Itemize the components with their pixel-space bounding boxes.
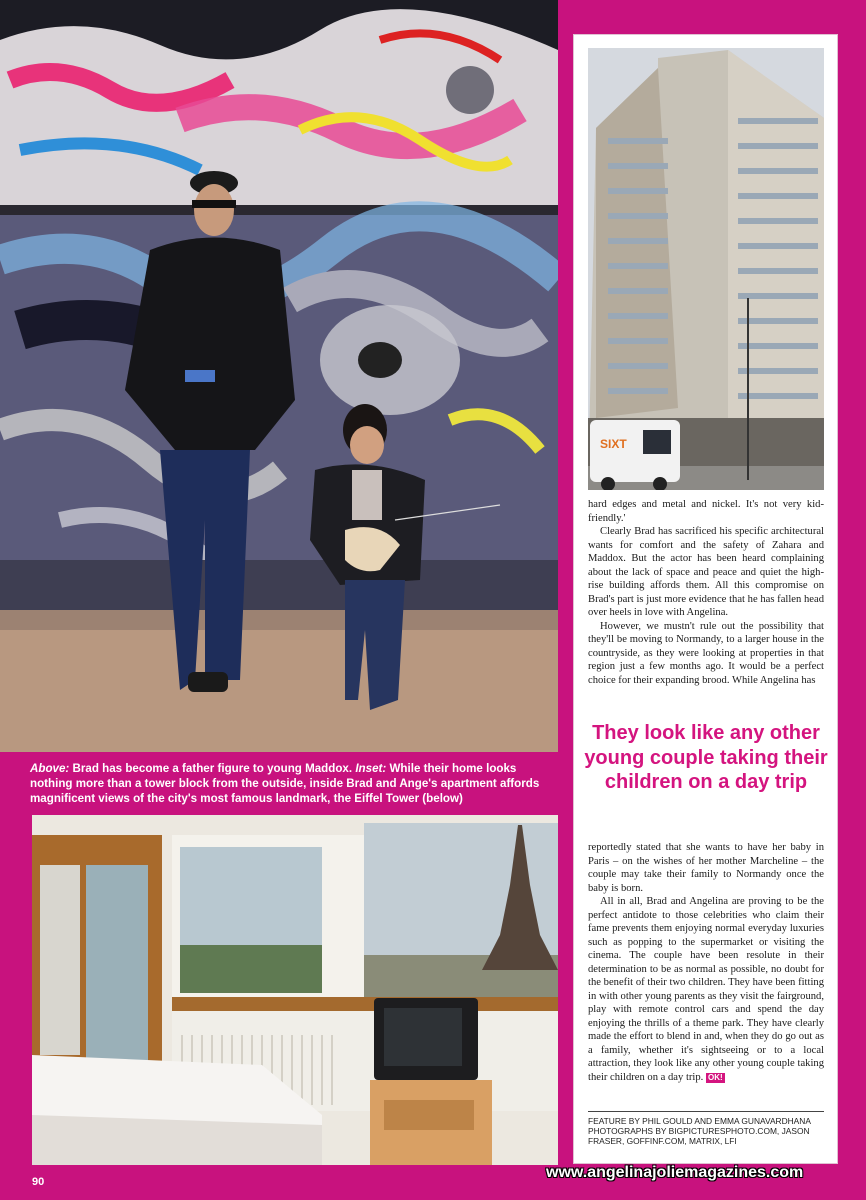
- pull-quote: They look like any other young couple taking their children on a day trip: [584, 722, 828, 793]
- apartment-photo: [32, 815, 558, 1165]
- van-logo-text: SIXT: [600, 437, 627, 451]
- main-photo: [0, 0, 558, 752]
- photo-caption: [30, 761, 560, 806]
- tower-illustration: [588, 48, 824, 490]
- article-column: [573, 34, 838, 1164]
- paragraph: reportedly stated that she wants to have her baby in Paris – on the wishes of her mother Marcheline – the couple may take their family to Normandy once the baby is born.: [588, 842, 824, 894]
- paragraph: However, we mustn't rule out the possibility that they'll be moving to Normandy, to a larger house in the countryside, as they were looking at properties in that region just a few months ago. It would be a perfect choice for their expanding brood. While Angelina has: [588, 620, 824, 686]
- apartment-illustration: [32, 815, 558, 1165]
- page-number: 90: [32, 1176, 45, 1188]
- paragraph: hard edges and metal and nickel. It's not very kid-friendly.': [588, 499, 824, 524]
- website-watermark: www.angelinajoliemagazines.com: [546, 1164, 804, 1181]
- main-photo-illustration: [0, 0, 558, 752]
- paragraph: [588, 895, 824, 1084]
- paragraph-text: All in all, Brad and Angelina are proving to be the perfect antidote to those celebrities who claim their fame prevents them enjoying normal everyday luxuries such as popping to the supermarket or visiting the cinema. The couple have been resolute in their determination to be as normal as possible, no doubt for the benefit of their two children. They have been fitting in with other young parents as they visit the fairground, play with remote control cars and spend the day enjoying the thrills of a theme park. They have clearly made the effort to blend in and, when they do go out as a family, whether it's sightseeing or to a local attraction, they look like any other young couple taking their children on a day trip.: [588, 896, 824, 1083]
- caption-text-inset: While their home looks nothing more than a tower block from the outside, inside Brad and Ange's apartment affords magnificent views of the city's most famous landmark, the Eiffel Tower (below): [30, 762, 540, 805]
- end-badge: OK!: [707, 1072, 723, 1082]
- caption-text-above: Brad has become a father figure to young Maddox.: [69, 762, 356, 775]
- paragraph: Clearly Brad has sacrificed his specific architectural wants for comfort and the safety of Zahara and Maddox. But the actor has been heard complaining about the lack of space and peace and quiet the high-rise building affords them. All this compromise on Brad's part is just more evidence that he has fallen head over heels in love with Angelina.: [588, 526, 824, 618]
- feature-credits: FEATURE BY PHIL GOULD AND EMMA GUNAVARDHANA PHOTOGRAPHS BY BIGPICTURESPHOTO.COM, JASON FRASER, GOFFINF.COM, MATRIX, LFI: [588, 1111, 824, 1146]
- article-text-lower: [588, 841, 824, 1084]
- tower-block-photo: [588, 48, 824, 490]
- caption-lead-above: Above:: [30, 762, 70, 775]
- article-text-upper: [588, 498, 824, 687]
- caption-lead-inset: Inset:: [355, 762, 387, 775]
